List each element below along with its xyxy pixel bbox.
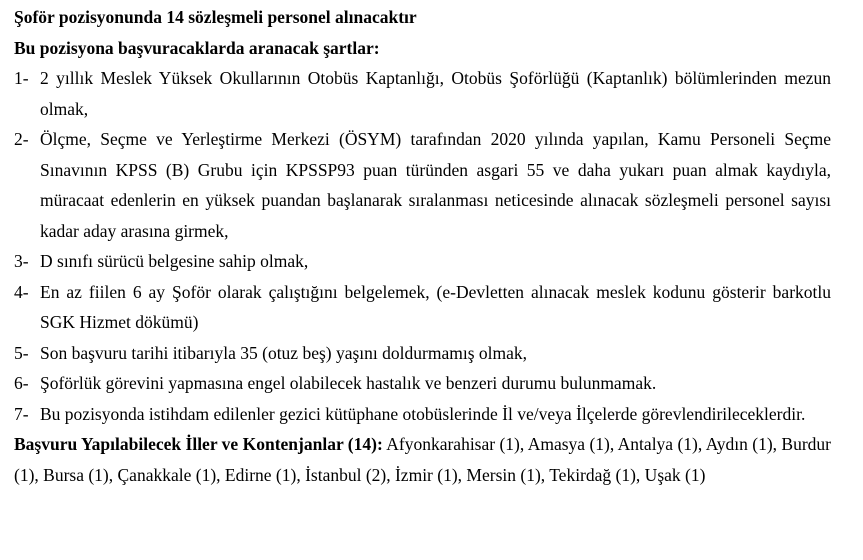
- list-item: [14, 124, 831, 246]
- requirements-list: [14, 63, 831, 429]
- item-text: Bu pozisyonda istihdam edilenler gezici kütüphane otobüslerinde İl ve/veya İlçelerde görevlendirileceklerdir.: [40, 403, 806, 424]
- item-text: En az fiilen 6 ay Şoför olarak çalıştığını belgelemek, (e-Devletten alınacak meslek kodunu gösterir barkotlu SGK Hizmet dökümü): [40, 281, 831, 332]
- item-text: 2 yıllık Meslek Yüksek Okullarının Otobüs Kaptanlığı, Otobüs Şoförlüğü (Kaptanlık) bölümlerinden mezun olmak,: [40, 68, 831, 119]
- item-number: 4-: [14, 281, 29, 302]
- quota-label: Başvuru Yapılabilecek İller ve Kontenjanlar (14):: [14, 434, 383, 454]
- item-text: Şoförlük görevini yapmasına engel olabilecek hastalık ve benzeri durumu bulunmamak.: [40, 373, 657, 393]
- list-item: [14, 399, 831, 430]
- item-text: Son başvuru tarihi itibarıyla 35 (otuz beş) yaşını doldurmamış olmak,: [40, 342, 528, 363]
- requirements-heading: Bu pozisyona başvuracaklarda aranacak şartlar:: [14, 37, 380, 58]
- item-text: D sınıfı sürücü belgesine sahip olmak,: [40, 251, 309, 271]
- item-number: 1-: [14, 68, 29, 88]
- list-item: [14, 338, 831, 369]
- item-number: 5-: [14, 342, 29, 363]
- document-title: Şoför pozisyonunda 14 sözleşmeli personel alınacaktır: [14, 7, 417, 27]
- item-number: 7-: [14, 403, 29, 424]
- list-item: [14, 368, 831, 399]
- item-number: 6-: [14, 373, 29, 393]
- list-item: [14, 277, 831, 338]
- item-number: 2-: [14, 129, 29, 149]
- item-number: 3-: [14, 251, 29, 271]
- list-item: [14, 246, 831, 277]
- quota-list: Afyonkarahisar (1), Amasya (1), Antalya (1), Aydın (1), Burdur (1), Bursa (1), Çanakkale (1), Edirne (1), İstanbul (2), İzmir (1), Mersin (1), Tekirdağ (1), Uşak (1): [14, 434, 831, 485]
- item-text: Ölçme, Seçme ve Yerleştirme Merkezi (ÖSYM) tarafından 2020 yılında yapılan, Kamu Personeli Seçme Sınavının KPSS (B) Grubu için KPSSP93 puan türünden asgari 55 ve daha yukarı puan almak kaydıyla, müracaat edenlerin en yüksek puandan başlanarak sıralanması neticesinde alınacak sözleşmeli personel sayısı kadar aday arasına girmek,: [40, 129, 831, 241]
- list-item: [14, 63, 831, 124]
- quota-paragraph: [14, 429, 831, 490]
